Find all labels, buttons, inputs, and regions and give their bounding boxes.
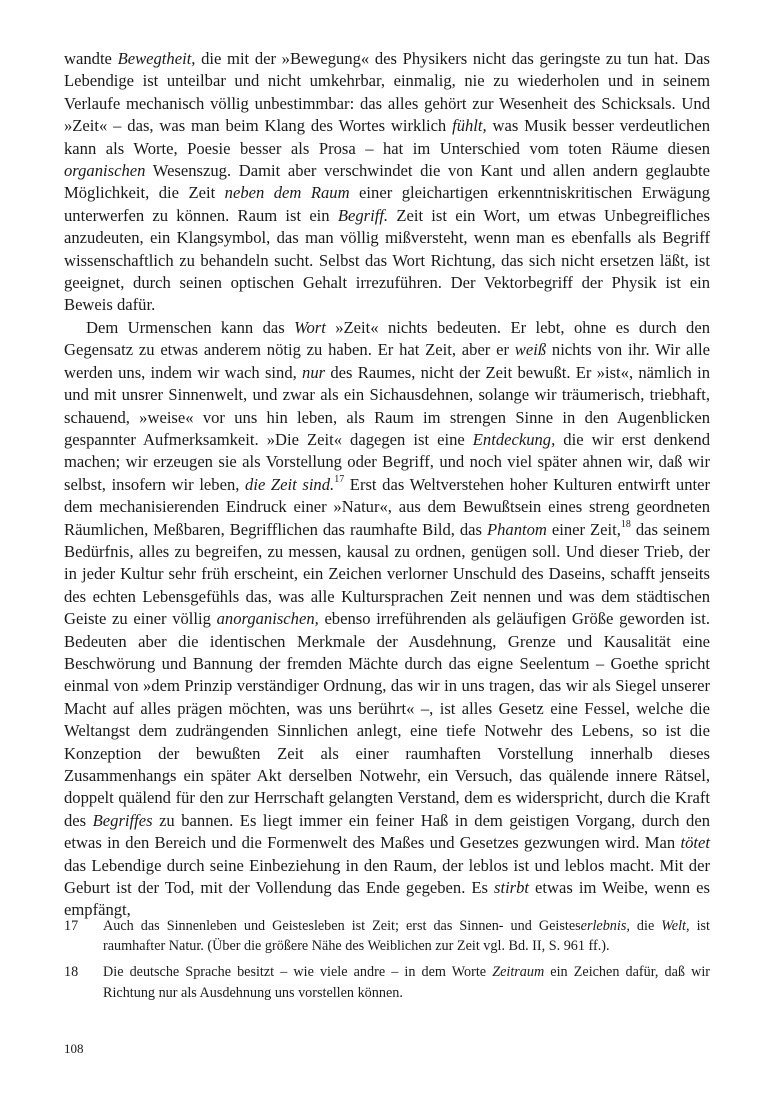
text-run: die bbox=[629, 918, 662, 934]
emphasis-text: fühlt, bbox=[452, 116, 487, 136]
emphasis-text: erlebnis, bbox=[580, 918, 630, 934]
body-text bbox=[64, 48, 710, 922]
emphasis-text: anorganischen, bbox=[216, 609, 319, 629]
emphasis-text: die Zeit sind. bbox=[245, 474, 335, 494]
text-run: »Zeit« nichts bedeuten. Er lebt, ohne es durch den Gegensatz zu etwas anderem nötig zu haben. Er hat Zeit, aber er bbox=[64, 317, 711, 360]
text-run: nichts von ihr. Wir alle werden uns, indem wir wach sind, bbox=[64, 340, 710, 382]
text-run: einer gleichartigen erkenntniskritischen Erwägung unterwerfen zu können. Raum ist ein bbox=[64, 183, 710, 225]
text-run: Wesenszug. Damit aber verschwindet die von Kant und allen andern geglaubte Möglichkeit, die Zeit bbox=[64, 161, 710, 203]
footnote-reference: 17 bbox=[334, 474, 345, 486]
emphasis-text: Welt, bbox=[661, 918, 690, 934]
emphasis-text: weiß bbox=[514, 340, 547, 360]
text-run: die wir erst denkend machen; wir erzeugen sie als Vorstellung oder Begriff, und noch viel später ahnen wir, daß wir selbst, insofern wir leben, bbox=[64, 429, 710, 494]
emphasis-text: organischen bbox=[64, 161, 146, 181]
emphasis-text: Bewegtheit, bbox=[117, 49, 196, 68]
paragraph bbox=[64, 317, 710, 922]
text-run: das Lebendige durch seine Einbeziehung in den Raum, der leblos ist und leblos macht. Mit der Geburt ist der Tod, mit der Vollendung das Ende gegeben. Es bbox=[64, 855, 710, 898]
text-run: ein Zeichen dafür, daß wir Richtung nur als Ausdehnung uns vorstellen können. bbox=[103, 964, 710, 1001]
emphasis-text: tötet bbox=[680, 833, 710, 853]
footnote-text bbox=[103, 916, 710, 956]
paragraph bbox=[64, 48, 710, 317]
text-run: das seinem Bedürfnis, alles zu begreifen, zu messen, kausal zu ordnen, genügen soll. Und dieser Trieb, der in jeder Kultur sehr früh erscheint, ein Zeichen verlorner Unschuld des Daseins, schafft jenseits des echten Lebensgefühls das, was alle Kultursprachen Zeit nennen und was dem städtischen Geiste zu einer völlig bbox=[64, 519, 710, 629]
text-run: Auch das Sinnenleben und Geistesleben ist Zeit; erst das Sinnen- und Geistes bbox=[103, 918, 581, 934]
emphasis-text: Zeitraum bbox=[492, 964, 545, 981]
text-run: was Musik besser verdeutlichen kann als Worte, Poesie besser als Prosa – hat im Unterschied vom toten Räume diesen bbox=[64, 116, 710, 158]
footnote bbox=[64, 962, 710, 1002]
text-run: Dem Urmenschen kann das bbox=[86, 317, 295, 337]
text-run: ebenso irreführenden als geläufigen Größe geworden ist. Bedeuten aber die identischen Merkmale der Ausdehnung, Grenze und Kausalität eine Beschwörung und Bannung der fremden Mächte durch das eigne Seelentum – Goethe spricht einmal von »dem Prinzip verständiger Ordnung, das wir in uns tragen, das wir als Siegel unserer Macht auf alles prägen möchten, was uns berührt« –, ist alles Gesetz eine Fessel, welche die Weltangst dem zudrängenden Sinnlichen anlegt, eine tiefe Notwehr des Lebens, so ist die Konzeption der bewußten Zeit als einer raumhaften Vorstellung innerhalb dieses Zusammenhangs ein später Akt derselben Notwehr, ein Versuch, das quälende innere Rätsel, doppelt quälend für den zur Herrschaft gelangten Verstand, dem es widerspricht, durch die Kraft des bbox=[64, 609, 710, 830]
emphasis-text: Begriff. bbox=[337, 205, 389, 225]
text-run: Zeit ist ein Wort, um etwas Unbegreifliches anzudeuten, ein Klangsymbol, das man völlig mißversteht, wenn man es ebenfalls als Begriff wissenschaftlich zu behandeln sucht. Selbst das Wort Richtung, das sich nicht ersetzen läßt, ist geeignet, durch seinen optischen Gehalt irrezuführen. Der Vektorbegriff der Physik ist ein Beweis dafür. bbox=[64, 205, 710, 315]
text-run: einer Zeit, bbox=[546, 519, 621, 539]
footnote-text bbox=[103, 962, 710, 1002]
footnote-number: 17 bbox=[64, 918, 79, 934]
text-run: etwas im Weibe, wenn es empfängt, bbox=[64, 878, 711, 920]
text-run: die mit der »Bewegung« des Physikers nicht das geringste zu tun hat. Das Lebendige ist unteilbar und nicht umkehrbar, einmalig, nie zu wiederholen und in seinem Verlaufe mechanisch völlig unbestimmbar: das alles gehört zur Wesenheit des Schicksals. Und »Zeit« – das, was man beim Klang des Wortes wirklich bbox=[64, 49, 710, 136]
emphasis-text: nur bbox=[302, 362, 326, 382]
emphasis-text: Begriffes bbox=[92, 810, 153, 830]
footnote-number: 18 bbox=[64, 964, 79, 981]
text-run: zu bannen. Es liegt immer ein feiner Haß in dem geistigen Vorgang, durch den etwas in den Bereich und die Formenwelt des Maßes und Gesetzes gezwungen wird. Man bbox=[64, 810, 710, 853]
emphasis-text: stirbt bbox=[494, 878, 530, 898]
footnote-reference: 18 bbox=[620, 519, 631, 530]
emphasis-text: Phantom bbox=[486, 519, 547, 539]
emphasis-text: neben dem Raum bbox=[224, 183, 350, 203]
text-run: wandte bbox=[64, 49, 118, 68]
text-run: Die deutsche Sprache besitzt – wie viele andre – in dem Worte bbox=[103, 964, 493, 981]
footnote bbox=[64, 916, 710, 956]
text-run: des Raumes, nicht der Zeit bewußt. Er »ist«, nämlich in und mit unsrer Sinnenwelt, und zwar als ein Sichausdehnen, solange wir träumerisch, triebhaft, schauend, »weise« vor uns hin leben, als Raum im strengen Sinne in den Augenblicken gespannter Aufmerksamkeit. »Die Zeit« dagegen ist eine bbox=[64, 362, 711, 449]
emphasis-text: Entdeckung, bbox=[472, 429, 556, 449]
text-run: Erst das Weltverstehen hoher Kulturen entwirft unter dem mechanisierenden Eindruck einer »Natur«, aus dem Bewußtsein eines streng geordneten Räumlichen, Meßbaren, Begrifflichen das raumhafte Bild, das bbox=[64, 474, 710, 539]
page-number: 108 bbox=[64, 1041, 84, 1056]
text-run: ist raumhafter Natur. (Über die größere Nähe des Weiblichen zur Zeit vgl. Bd. II, S. 961 ff.). bbox=[103, 918, 710, 955]
emphasis-text: Wort bbox=[294, 317, 326, 337]
footnotes bbox=[64, 916, 710, 1009]
